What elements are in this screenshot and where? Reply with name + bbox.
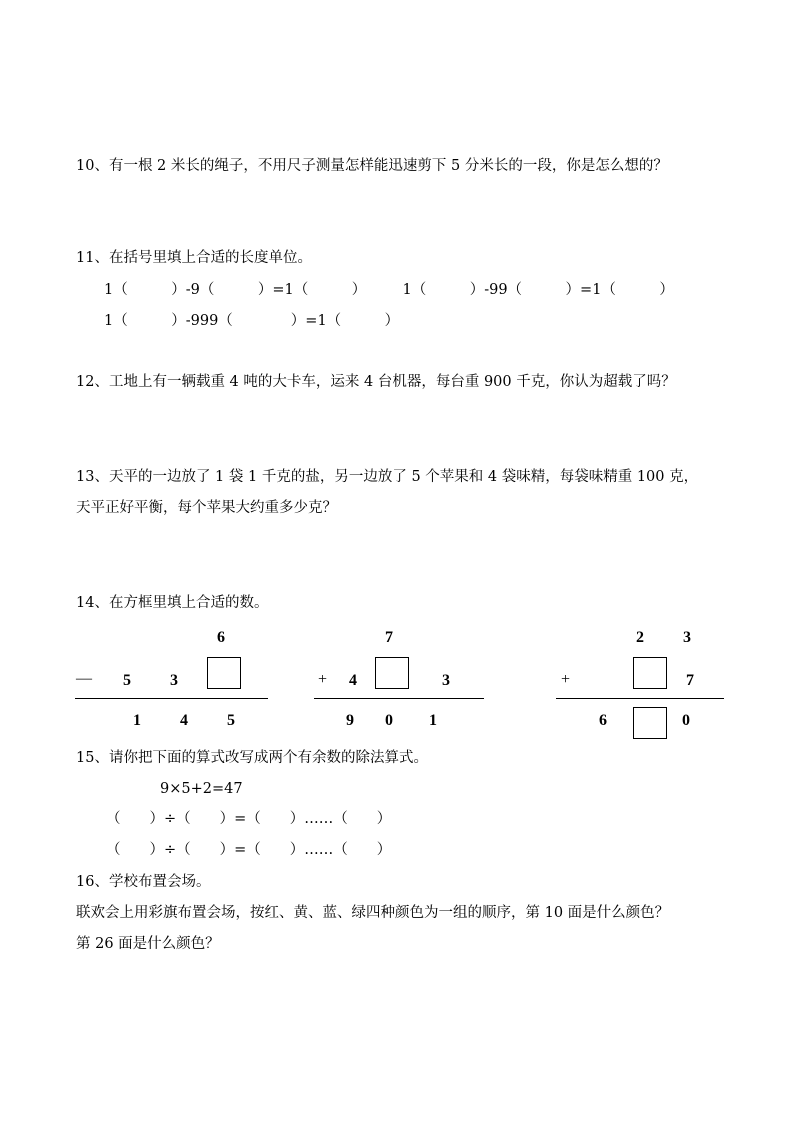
calc-3-top-digit: 3 [683, 629, 691, 646]
calc-3-mid-digit: 7 [686, 672, 694, 689]
calc-2-divider [314, 698, 484, 699]
question-15-row-2: （ ）÷（ ）=（ ）……（ ） [106, 842, 392, 858]
calc-2-mid-digit: 3 [442, 672, 450, 689]
calc-1-divider [75, 698, 268, 699]
calc-3-result-digit: 0 [682, 712, 690, 729]
question-15-row-1: （ ）÷（ ）=（ ）……（ ） [106, 811, 392, 827]
calc-1-answer-box[interactable] [207, 657, 241, 689]
calc-1-minus-sign: — [76, 670, 92, 687]
question-11-row-1: 1（ ）-9（ ）=1（ ） 1（ ）-99（ ）=1（ ） [104, 282, 674, 298]
question-10: 10、有一根 2 米长的绳子，不用尺子测量怎样能迅速剪下 5 分米长的一段，你是怎么想的？ [76, 158, 668, 174]
calc-1-top-digit: 6 [217, 629, 225, 646]
calc-2-top-digit: 7 [385, 629, 393, 646]
calc-3-answer-box-bottom[interactable] [633, 707, 667, 739]
calc-3-top-digit: 2 [636, 629, 644, 646]
calc-2-answer-box[interactable] [375, 657, 409, 689]
question-13-line-1: 13、天平的一边放了 1 袋 1 千克的盐，另一边放了 5 个苹果和 4 袋味精，每袋味精重 100 克， [76, 469, 699, 485]
question-14: 14、在方框里填上合适的数。 [76, 595, 269, 611]
calc-1-result-digit: 1 [133, 712, 141, 729]
question-11: 11、在括号里填上合适的长度单位。 [76, 250, 312, 266]
calc-2-result-digit: 0 [385, 712, 393, 729]
question-15-formula: 9×5+2=47 [160, 781, 243, 797]
calc-3-plus-sign: + [561, 671, 571, 688]
calc-1-mid-digit: 5 [123, 672, 131, 689]
calc-3-divider [556, 698, 724, 699]
calc-1-mid-digit: 3 [170, 672, 178, 689]
calc-2-result-digit: 9 [346, 712, 354, 729]
question-12: 12、工地上有一辆载重 4 吨的大卡车，运来 4 台机器，每台重 900 千克，你认为超载了吗？ [76, 374, 676, 390]
calc-3-result-digit: 6 [599, 712, 607, 729]
question-16: 16、学校布置会场。 [76, 874, 211, 890]
calc-2-mid-digit: 4 [349, 672, 357, 689]
question-16-line-2: 第 26 面是什么颜色？ [76, 936, 220, 952]
calc-2-plus-sign: + [318, 671, 328, 688]
question-11-row-2: 1（ ）-999（ ）=1（ ） [104, 313, 400, 329]
question-13-line-2: 天平正好平衡，每个苹果大约重多少克？ [76, 500, 337, 516]
question-16-line-1: 联欢会上用彩旗布置会场，按红、黄、蓝、绿四种颜色为一组的顺序，第 10 面是什么颜色？ [76, 905, 670, 921]
calc-1-result-digit: 4 [180, 712, 188, 729]
calc-1-result-digit: 5 [227, 712, 235, 729]
question-15: 15、请你把下面的算式改写成两个有余数的除法算式。 [76, 750, 428, 766]
calc-3-answer-box-top[interactable] [633, 657, 667, 689]
calc-2-result-digit: 1 [429, 712, 437, 729]
